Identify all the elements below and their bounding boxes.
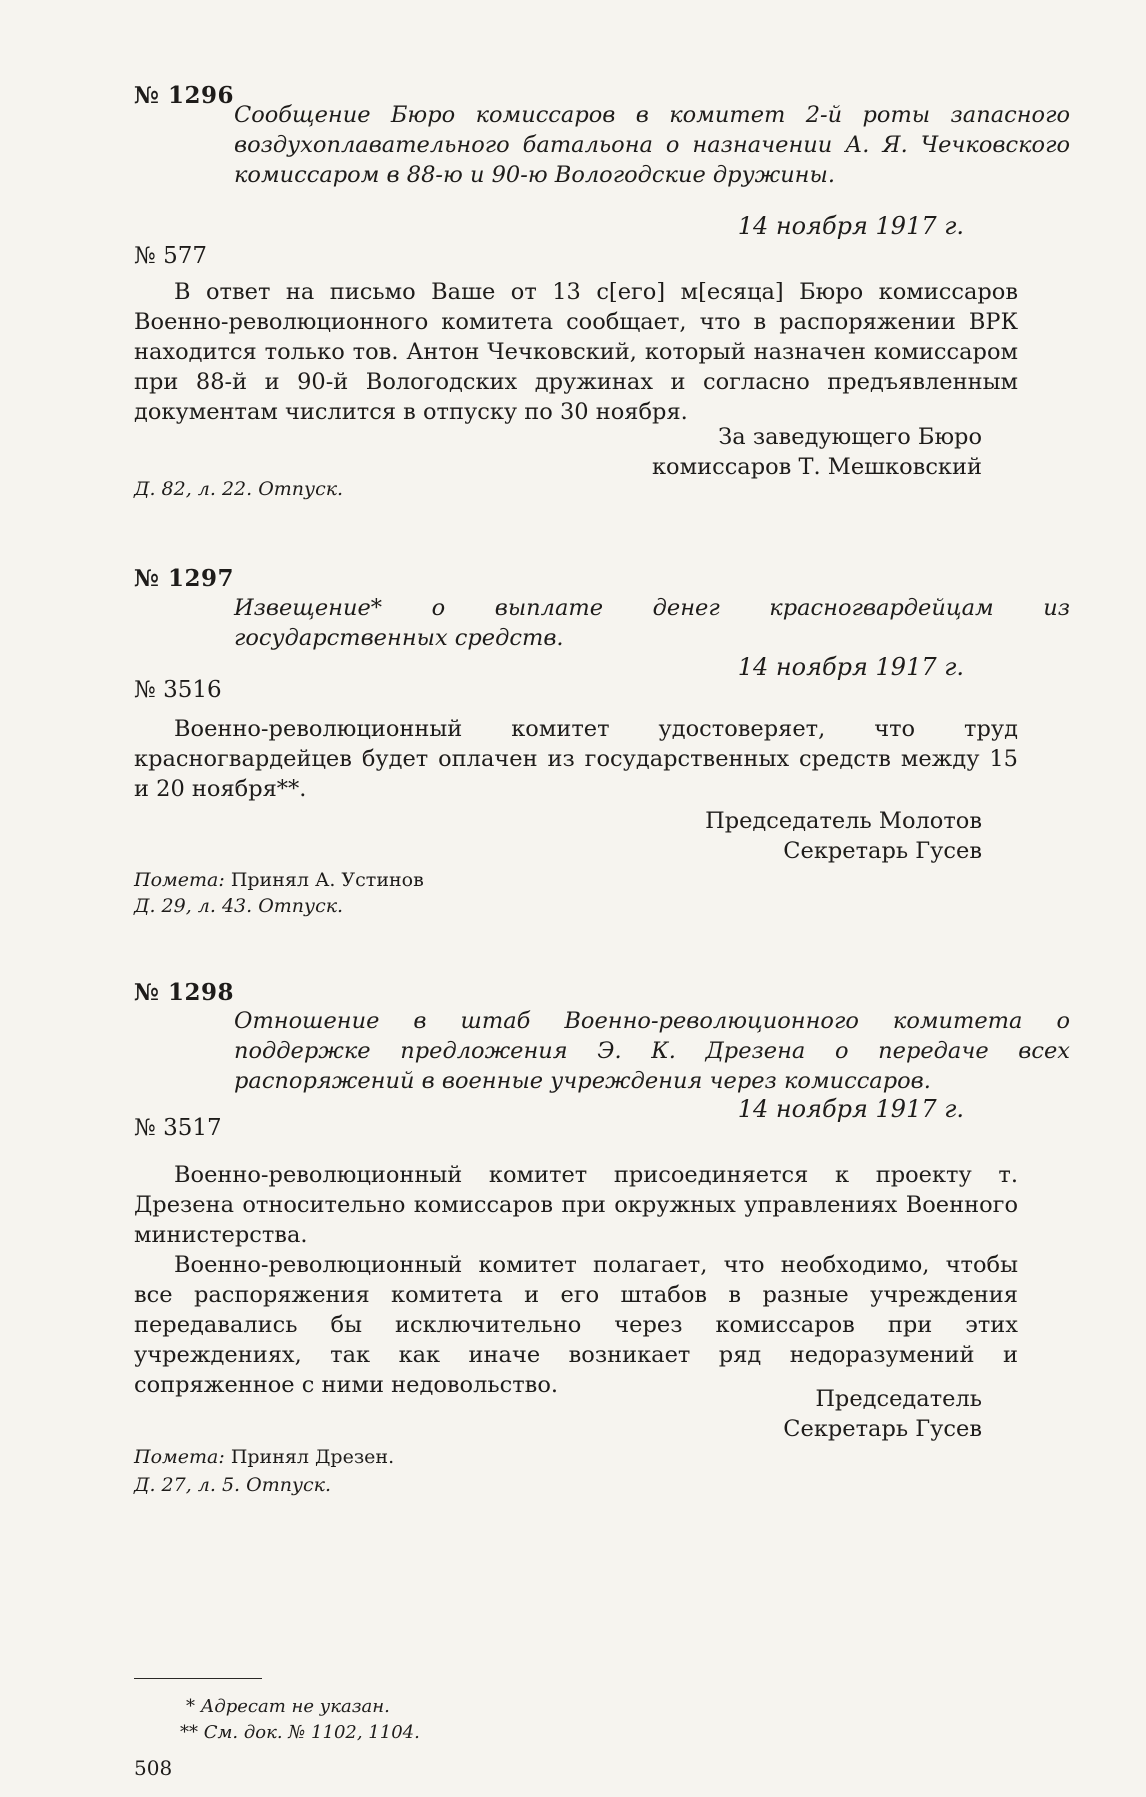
page-number: 508 xyxy=(134,1756,173,1780)
doc-number: № 1298 xyxy=(134,979,235,1006)
signature-line: За заведующего Бюро xyxy=(718,424,982,450)
signature-block xyxy=(705,806,982,866)
note-label: Помета: xyxy=(134,869,225,891)
signature-line: Секретарь Гусев xyxy=(783,838,982,864)
footnote: * Адресат не указан. xyxy=(186,1696,390,1717)
outgoing-number: № 577 xyxy=(134,243,207,269)
note-text: Принял А. Устинов xyxy=(230,869,424,891)
doc-paragraph: Военно-революционный комитет присоединяется к проекту т. Дрезена относительно комиссаров при окружных управлениях Военного министерства. xyxy=(134,1162,1018,1248)
doc-title: Отношение в штаб Военно-революционного комитета о поддержке предложения Э. К. Дрезена о передаче всех распоряжений в военные учреждения через комиссаров. xyxy=(234,1008,1070,1094)
footnote: ** См. док. № 1102, 1104. xyxy=(180,1722,420,1743)
note-line xyxy=(134,1444,394,1470)
doc-paragraph: В ответ на письмо Ваше от 13 с[его] м[есяца] Бюро комиссаров Военно-революционного комитета сообщает, что в распоряжении ВРК находится только тов. Антон Чечковский, который назначен комиссаром при 88-й и 90-й Вологодских дружинах и согласно предъявленным документам числится в отпуску по 30 ноября. xyxy=(134,279,1018,425)
signature-block xyxy=(652,422,982,482)
note-line xyxy=(134,867,424,893)
outgoing-number: № 3516 xyxy=(134,677,222,703)
signature-line: Секретарь Гусев xyxy=(783,1416,982,1442)
doc-paragraph: Военно-революционный комитет полагает, что необходимо, чтобы все распоряжения комитета и его штабов в разные учреждения передавались бы исключительно через комиссаров при этих учреждениях, так как иначе возникает ряд недоразумений и сопряженное с ними недовольство. xyxy=(134,1252,1018,1398)
archive-reference: Д. 82, л. 22. Отпуск. xyxy=(134,478,344,500)
doc-title: Извещение* о выплате денег красногвардейцам из государственных средств. xyxy=(234,595,1070,651)
note-label: Помета: xyxy=(134,1446,225,1468)
footnote-divider xyxy=(134,1678,262,1679)
archive-reference: Д. 29, л. 43. Отпуск. xyxy=(134,895,344,917)
signature-block xyxy=(783,1384,982,1444)
signature-line: Председатель xyxy=(815,1386,982,1412)
doc-paragraph: Военно-революционный комитет удостоверяет, что труд красногвардейцев будет оплачен из государственных средств между 15 и 20 ноября**. xyxy=(134,716,1018,802)
doc-body xyxy=(134,277,1018,427)
note-text: Принял Дрезен. xyxy=(230,1446,395,1468)
signature-line: Председатель Молотов xyxy=(705,808,982,834)
signature-line: комиссаров Т. Мешковский xyxy=(651,454,982,480)
doc-body xyxy=(134,714,1018,804)
outgoing-number: № 3517 xyxy=(134,1115,222,1141)
archive-reference: Д. 27, л. 5. Отпуск. xyxy=(134,1474,332,1496)
doc-number: № 1296 xyxy=(134,82,235,109)
doc-date: 14 ноября 1917 г. xyxy=(737,1095,964,1123)
doc-date: 14 ноября 1917 г. xyxy=(737,653,964,681)
doc-date: 14 ноября 1917 г. xyxy=(737,212,964,240)
doc-title: Сообщение Бюро комиссаров в комитет 2-й роты запасного воздухоплавательного батальона о назначении А. Я. Чечковского комиссаром в 88-ю и 90-ю Вологодские дружины. xyxy=(234,102,1070,188)
doc-number: № 1297 xyxy=(134,565,235,592)
doc-body xyxy=(134,1160,1018,1400)
